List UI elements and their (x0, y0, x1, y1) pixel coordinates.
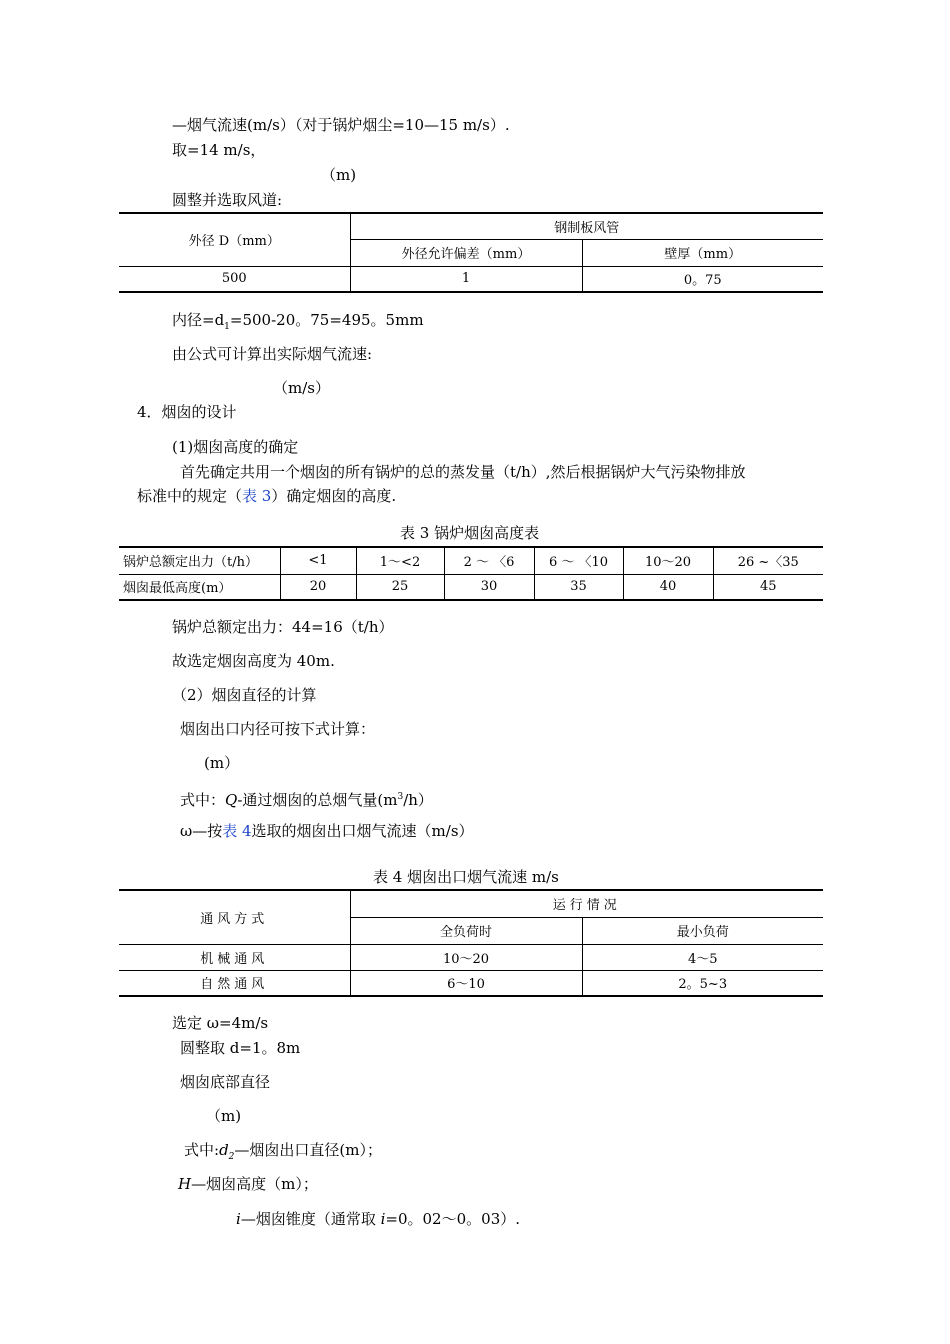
subsection-heading: (1)烟囱高度的确定 (172, 438, 299, 456)
text-span: =0。02～0。03）. (385, 1210, 521, 1228)
text-line (236, 1209, 520, 1229)
text-span: 标准中的规定（ (137, 487, 243, 505)
table-cell: 6 ～ 〈10 (534, 547, 623, 574)
table-cell: 自然通风 (119, 970, 350, 996)
table-cell: 1 (350, 266, 582, 292)
text-line (180, 787, 433, 810)
subsection-heading: （2）烟囱直径的计算 (172, 686, 317, 704)
text-line: —烟气流速(m/s）（对于锅炉烟尘=10—15 m/s）. (172, 116, 510, 134)
text-span: 式中: (184, 1141, 220, 1159)
text-span: —烟囱出口直径(m）； (234, 1141, 382, 1159)
flue-velocity-table (119, 889, 823, 997)
table-header: 最小负荷 (582, 917, 823, 944)
text-line: 选定 ω=4m/s (172, 1014, 269, 1032)
variable: d (219, 1141, 229, 1159)
table-header: 钢制板风管 (350, 213, 823, 239)
text-line: 烟囱出口内径可按下式计算： (180, 720, 376, 738)
text-line: 烟囱底部直径 (180, 1073, 271, 1091)
table-header: 全负荷时 (350, 917, 582, 944)
section-heading: 4．烟囱的设计 (137, 403, 237, 421)
text-span: —烟囱锥度（通常取 (240, 1210, 381, 1228)
variable: i (380, 1210, 386, 1228)
text-span: -通过烟囱的总烟气量(m (237, 791, 398, 809)
subscript: 1 (224, 322, 230, 332)
unit-label: (m） (204, 754, 240, 772)
table-cell: 烟囱最低高度(m） (119, 574, 280, 600)
table-header: 外径 D（mm） (119, 213, 350, 266)
text-line: 圆整并选取风道: (172, 191, 283, 209)
variable: Q (225, 791, 238, 809)
text-line (184, 1140, 382, 1167)
chimney-height-table (119, 546, 823, 601)
text-line: 取=14 m/s， (172, 141, 266, 159)
text-line: 故选定烟囱高度为 40m. (172, 652, 335, 670)
table-cell: 锅炉总额定出力（t/h） (119, 547, 280, 574)
table-cell: 500 (119, 266, 350, 292)
table-cell: 10～20 (623, 547, 713, 574)
text-span: —烟囱高度（m）； (191, 1175, 318, 1193)
unit-label: （m) (321, 166, 357, 184)
text-span: /h） (403, 791, 433, 809)
superscript: 3 (397, 792, 404, 802)
table-cell: 机械通风 (119, 944, 350, 970)
text-line (137, 486, 396, 506)
table-cell: 45 (713, 574, 823, 600)
table-caption: 表 4 烟囱出口烟气流速 m/s (373, 868, 559, 886)
table-header: 通风方式 (119, 890, 350, 944)
variable: H (178, 1175, 192, 1193)
table-cell: 2。5~3 (582, 970, 823, 996)
table-header: 壁厚（mm） (582, 239, 823, 266)
text-line (172, 310, 424, 337)
variable: i (236, 1210, 241, 1228)
table-cell: 26 ~〈35 (713, 547, 823, 574)
text-span: 选取的烟囱出口烟气流速（m/s） (251, 822, 474, 840)
text-span: ）确定烟囱的高度. (271, 487, 397, 505)
text-line: 锅炉总额定出力：44=16（t/h） (172, 618, 394, 636)
table-cell: <1 (280, 547, 356, 574)
table-cell: 30 (444, 574, 534, 600)
text-span: =500-20。75=495。5mm (229, 311, 424, 329)
subscript: 2 (228, 1152, 235, 1162)
text-line: 圆整取 d=1。8m (180, 1039, 301, 1057)
table-reference-link[interactable]: 表 4 (222, 822, 252, 840)
text-line (178, 1174, 318, 1194)
text-line: 由公式可计算出实际烟气流速: (172, 345, 373, 363)
text-line (180, 821, 474, 841)
table-header: 运行情况 (350, 890, 823, 917)
text-span: 内径=d (172, 311, 225, 329)
text-line: 首先确定共用一个烟囱的所有锅炉的总的蒸发量（t/h）,然后根据锅炉大气污染物排放 (180, 463, 746, 481)
table-caption: 表 3 锅炉烟囱高度表 (400, 524, 540, 542)
table-cell: 4～5 (582, 944, 823, 970)
table-header: 外径允许偏差（mm） (350, 239, 582, 266)
unit-label: （m) (206, 1107, 242, 1125)
table-cell: 2 ～ 〈6 (444, 547, 534, 574)
duct-table (119, 212, 823, 293)
table-cell: 35 (534, 574, 623, 600)
table-cell: 1～<2 (356, 547, 444, 574)
table-reference-link[interactable]: 表 3 (242, 487, 272, 505)
table-cell: 25 (356, 574, 444, 600)
text-span: ω—按 (180, 822, 223, 840)
table-cell: 6～10 (350, 970, 582, 996)
table-cell: 0。75 (582, 266, 823, 292)
unit-label: （m/s） (273, 379, 330, 397)
table-cell: 40 (623, 574, 713, 600)
text-span: 式中： (180, 791, 226, 809)
table-cell: 20 (280, 574, 356, 600)
table-cell: 10～20 (350, 944, 582, 970)
